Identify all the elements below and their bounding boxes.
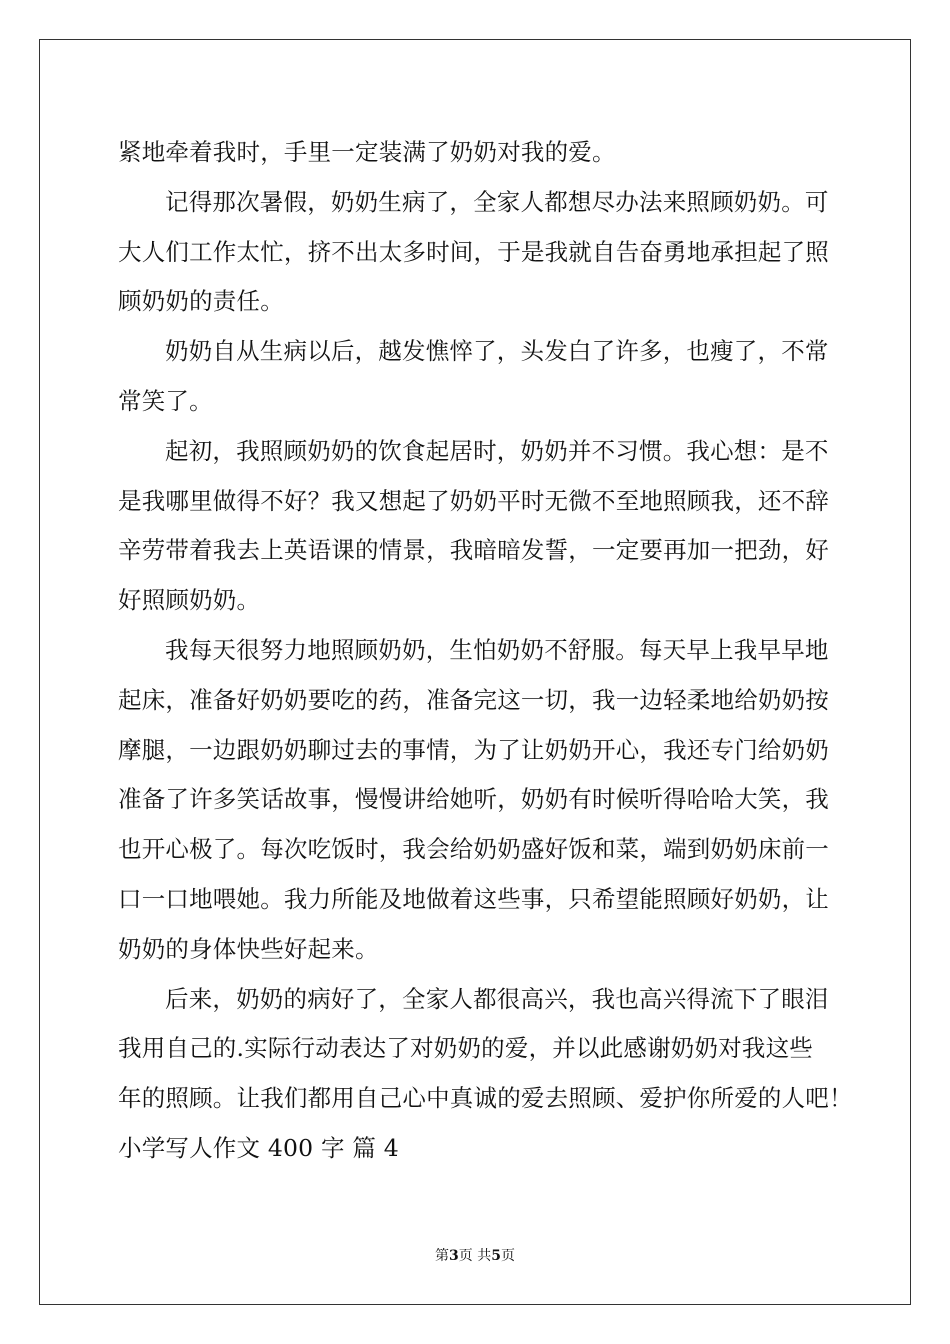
text-line: 起初，我照顾奶奶的饮食起居时，奶奶并不习惯。我心想：是不 <box>165 436 829 465</box>
footer-current-page: 3 <box>449 1248 459 1264</box>
text-line: 我用自己的.实际行动表达了对奶奶的爱，并以此感谢奶奶对我这些 <box>118 1034 813 1063</box>
text-line: 小学写人作文 400 字 篇 4 <box>118 1133 399 1162</box>
text-line: 记得那次暑假，奶奶生病了，全家人都想尽办法来照顾奶奶。可 <box>165 187 829 216</box>
footer-middle: 页 共 <box>458 1248 492 1264</box>
text-line: 奶奶自从生病以后，越发憔悴了，头发白了许多，也瘦了，不常 <box>165 337 829 366</box>
text-line: 常笑了。 <box>118 386 213 415</box>
footer-suffix: 页 <box>500 1248 515 1264</box>
text-line: 起床，准备好奶奶要吃的药，准备完这一切，我一边轻柔地给奶奶按 <box>118 685 829 714</box>
page-footer <box>0 1247 950 1265</box>
text-line: 是我哪里做得不好？我又想起了奶奶平时无微不至地照顾我，还不辞 <box>118 486 829 515</box>
text-line: 紧地牵着我时，手里一定装满了奶奶对我的爱。 <box>118 138 616 166</box>
text-line: 辛劳带着我去上英语课的情景，我暗暗发誓，一定要再加一把劲，好 <box>118 536 829 565</box>
text-line: 好照顾奶奶。 <box>118 586 261 615</box>
text-line: 奶奶的身体快些好起来。 <box>118 934 379 963</box>
footer-prefix: 第 <box>435 1248 450 1264</box>
text-line: 也开心极了。每次吃饭时，我会给奶奶盛好饭和菜，端到奶奶床前一 <box>118 835 829 864</box>
text-line: 年的照顾。让我们都用自己心中真诚的爱去照顾、爱护你所爱的人吧！ <box>118 1084 853 1113</box>
text-line: 摩腿，一边跟奶奶聊过去的事情，为了让奶奶开心，我还专门给奶奶 <box>118 735 829 764</box>
document-body <box>118 128 853 1174</box>
text-line: 准备了许多笑话故事，慢慢讲给她听，奶奶有时候听得哈哈大笑，我 <box>118 785 829 814</box>
text-line: 我每天很努力地照顾奶奶，生怕奶奶不舒服。每天早上我早早地 <box>165 635 829 664</box>
text-line: 口一口地喂她。我力所能及地做着这些事，只希望能照顾好奶奶，让 <box>118 884 829 913</box>
text-line: 后来，奶奶的病好了，全家人都很高兴，我也高兴得流下了眼泪 <box>165 984 829 1013</box>
footer-total-pages: 5 <box>491 1248 501 1264</box>
text-line: 大人们工作太忙，挤不出太多时间，于是我就自告奋勇地承担起了照 <box>118 237 829 266</box>
text-line: 顾奶奶的责任。 <box>118 287 284 316</box>
